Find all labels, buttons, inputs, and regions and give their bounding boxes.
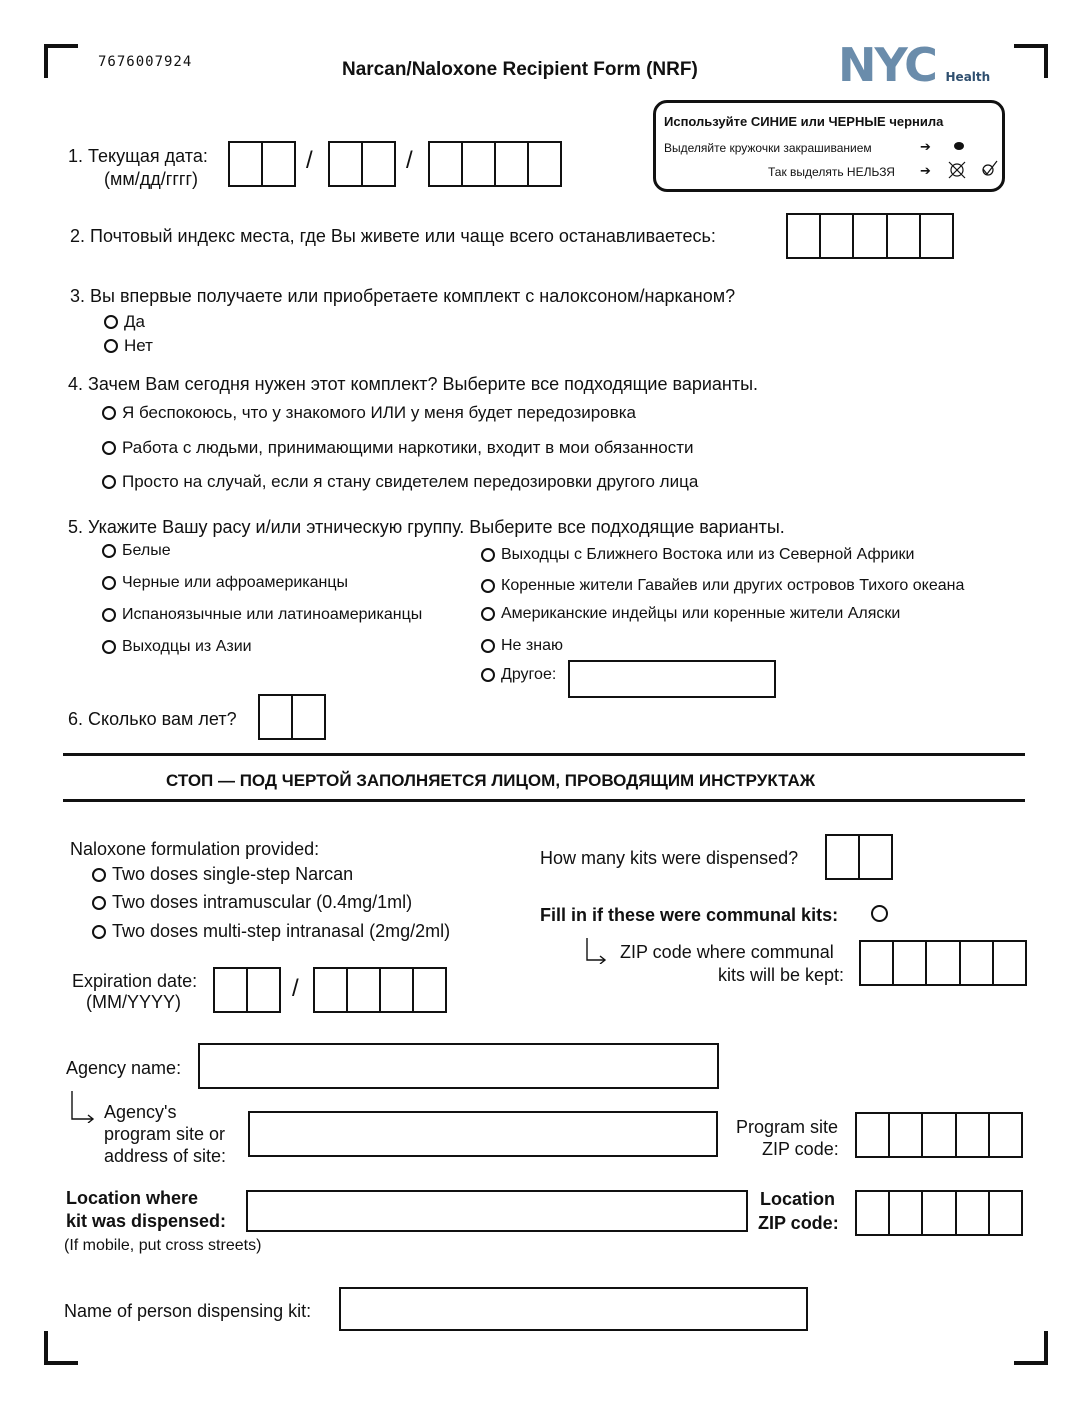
q4-option[interactable]: [102, 438, 693, 458]
q5-option[interactable]: [102, 638, 252, 656]
radio-circle-icon: [92, 925, 106, 939]
q6-label: 6. Сколько вам лет?: [68, 709, 237, 729]
communal-kits-label: Fill in if these were communal kits:: [540, 905, 839, 925]
option-label: Белые: [122, 542, 171, 559]
checkbox-circle-icon: [102, 544, 116, 558]
divider-bottom: [63, 799, 1025, 802]
checkbox-circle-icon: [481, 668, 495, 682]
option-label: Американские индейцы или коренные жители Аляски: [501, 605, 901, 622]
q5-option[interactable]: [102, 542, 171, 560]
formulation-option[interactable]: [92, 864, 353, 885]
q2-label: 2. Почтовый индекс места, где Вы живете или чаще всего останавливаетесь:: [70, 226, 716, 246]
q5-option-other[interactable]: [481, 666, 556, 684]
communal-zip-label-line1: ZIP code where communal: [620, 942, 834, 962]
program-zip-label-line1: Program site: [736, 1117, 839, 1137]
formulation-option[interactable]: [92, 921, 450, 942]
checkbox-circle-icon: [102, 441, 116, 455]
corner-mark-bottom-right: [1014, 1331, 1048, 1365]
radio-circle-icon: [92, 896, 106, 910]
date-slash: /: [292, 975, 299, 1002]
radio-circle-icon: [92, 868, 106, 882]
option-label: Выходцы из Азии: [122, 638, 252, 655]
location-label-line1: Location where: [66, 1188, 199, 1208]
option-label: Другое:: [501, 666, 557, 683]
option-label: Просто на случай, если я стану свидетелем передозировки другого лица: [122, 472, 699, 491]
formulation-option[interactable]: [92, 892, 412, 913]
option-label: Two doses multi-step intranasal (2mg/2ml): [112, 921, 451, 941]
q5-option[interactable]: [102, 574, 348, 592]
expiration-year-boxes[interactable]: [313, 967, 447, 1013]
ink-wrong-text: Так выделять НЕЛЬЗЯ: [768, 165, 895, 179]
stop-notice: СТОП — ПОД ЧЕРТОЙ ЗАПОЛНЯЕТСЯ ЛИЦОМ, ПРОВОДЯЩИМ ИНСТРУКТАЖ: [166, 771, 816, 790]
q4-option[interactable]: [102, 472, 698, 492]
option-label: Черные или афроамериканцы: [122, 574, 349, 591]
arrow-icon: ➔: [920, 163, 931, 178]
communal-kits-radio[interactable]: [871, 905, 894, 922]
option-label: Выходцы с Ближнего Востока или из Северной Африки: [501, 546, 915, 563]
agency-name-label: Agency name:: [66, 1058, 182, 1078]
checkbox-circle-icon: [481, 639, 495, 653]
checkbox-circle-icon: [102, 475, 116, 489]
ink-instructions-box: [653, 100, 1005, 192]
filled-circle-icon: [954, 142, 964, 150]
ink-title: Используйте СИНИЕ или ЧЕРНЫЕ чернила: [664, 114, 944, 129]
checkbox-circle-icon: [481, 579, 495, 593]
location-zip-label-line1: Location: [760, 1189, 835, 1209]
program-site-field[interactable]: [248, 1111, 718, 1157]
q5-option[interactable]: [481, 605, 900, 623]
program-site-label-line2: program site or: [104, 1124, 226, 1144]
checkbox-circle-icon: [481, 607, 495, 621]
logo-wordmark: NYC: [838, 38, 936, 92]
q5-option[interactable]: [481, 577, 964, 595]
q5-option[interactable]: [481, 546, 914, 564]
expiration-sublabel: (MM/YYYY): [86, 992, 182, 1012]
wrong-mark-check-icon: [978, 157, 1000, 179]
q4-option[interactable]: [102, 403, 636, 423]
nyc-health-logo: [838, 40, 990, 90]
home-zip-boxes[interactable]: [786, 213, 954, 259]
divider-top: [63, 753, 1025, 756]
q4-label: 4. Зачем Вам сегодня нужен этот комплект? Выберите все подходящие варианты.: [68, 374, 759, 394]
option-label: Работа с людьми, принимающими наркотики, входит в мои обязанности: [122, 438, 694, 457]
q3-label: 3. Вы впервые получаете или приобретаете комплект с налоксоном/нарканом?: [70, 286, 736, 306]
option-label: Two doses intramuscular (0.4mg/1ml): [112, 892, 413, 912]
corner-mark-top-right: [1014, 44, 1048, 78]
option-label: Не знаю: [501, 637, 563, 654]
checkbox-circle-icon: [102, 576, 116, 590]
form-title: Narcan/Naloxone Recipient Form (NRF): [342, 59, 698, 80]
radio-circle-icon: [104, 315, 118, 329]
option-label: Я беспокоюсь, что у знакомого ИЛИ у меня будет передозировка: [122, 403, 637, 422]
kits-count-label: How many kits were dispensed?: [540, 848, 799, 868]
current-date-day-boxes[interactable]: [328, 141, 396, 187]
q5-other-field[interactable]: [568, 660, 776, 698]
arrow-right-hook-icon: [584, 936, 610, 964]
program-zip-label-line2: ZIP code:: [762, 1139, 839, 1159]
expiration-month-boxes[interactable]: [213, 967, 281, 1013]
wrong-mark-x-icon: [946, 159, 968, 181]
date-slash: /: [406, 147, 413, 174]
checkbox-circle-icon: [102, 608, 116, 622]
q5-label: 5. Укажите Вашу расу и/или этническую группу. Выберите все подходящие варианты.: [68, 517, 785, 537]
current-date-month-boxes[interactable]: [228, 141, 296, 187]
communal-zip-boxes[interactable]: [859, 940, 1027, 986]
location-label-line2: kit was dispensed:: [66, 1211, 227, 1231]
q3-option-no[interactable]: [104, 336, 153, 356]
program-zip-boxes[interactable]: [855, 1112, 1023, 1158]
q3-option-yes[interactable]: [104, 312, 145, 332]
q5-option[interactable]: [102, 606, 422, 624]
expiration-label: Expiration date:: [72, 971, 198, 991]
kits-count-boxes[interactable]: [825, 834, 893, 880]
radio-circle-icon: [871, 905, 888, 922]
dispenser-name-field[interactable]: [339, 1287, 808, 1331]
program-site-label-line3: address of site:: [104, 1146, 227, 1166]
q5-option[interactable]: [481, 637, 563, 655]
option-label: Нет: [124, 336, 153, 355]
communal-zip-label-line2: kits will be kept:: [718, 965, 845, 985]
option-label: Коренные жители Гавайев или других островов Тихого океана: [501, 577, 965, 594]
q1-label: 1. Текущая дата:: [68, 146, 208, 166]
dispenser-name-label: Name of person dispensing kit:: [64, 1301, 312, 1321]
option-label: Да: [124, 312, 145, 331]
agency-name-field[interactable]: [198, 1043, 719, 1089]
corner-mark-bottom-left: [44, 1331, 78, 1365]
formulation-label: Naloxone formulation provided:: [70, 839, 320, 859]
option-label: Two doses single-step Narcan: [112, 864, 354, 884]
logo-sub: Health: [945, 70, 991, 84]
location-field[interactable]: [246, 1190, 748, 1232]
checkbox-circle-icon: [481, 548, 495, 562]
form-number: 7676007924: [98, 54, 193, 70]
arrow-icon: ➔: [920, 139, 931, 154]
corner-mark-top-left: [44, 44, 78, 78]
checkbox-circle-icon: [102, 640, 116, 654]
location-zip-label-line2: ZIP code:: [758, 1213, 839, 1233]
location-zip-boxes[interactable]: [855, 1190, 1023, 1236]
ink-fill-text: Выделяйте кружочки закрашиванием: [664, 141, 872, 155]
date-slash: /: [306, 147, 313, 174]
location-note: (If mobile, put cross streets): [64, 1237, 262, 1254]
age-boxes[interactable]: [258, 694, 326, 740]
current-date-year-boxes[interactable]: [428, 141, 562, 187]
program-site-label-line1: Agency's: [104, 1102, 177, 1122]
checkbox-circle-icon: [102, 406, 116, 420]
radio-circle-icon: [104, 339, 118, 353]
q1-sublabel: (мм/дд/гггг): [104, 169, 199, 189]
arrow-right-hook-icon: [68, 1089, 98, 1123]
option-label: Испаноязычные или латиноамериканцы: [122, 606, 423, 623]
